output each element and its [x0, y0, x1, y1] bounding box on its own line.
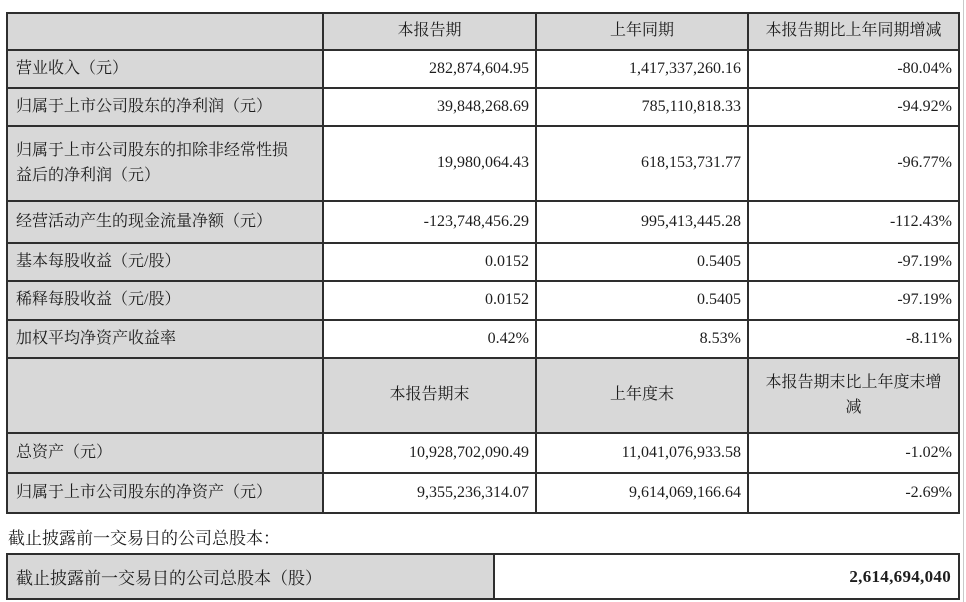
metric-value-current: 39,848,268.69 — [323, 88, 536, 126]
scan-edge-line — [963, 0, 964, 602]
table-row-total-share-capital — [7, 554, 959, 599]
col-header-period-change: 本报告期比上年同期增减 — [748, 13, 959, 50]
metric-label: 总资产（元） — [7, 433, 323, 473]
period-header-row — [7, 13, 959, 50]
metric-label: 基本每股收益（元/股） — [7, 243, 323, 281]
metric-value-prior: 0.5405 — [536, 281, 748, 320]
metric-value-change: -1.02% — [748, 433, 959, 473]
metric-label: 经营活动产生的现金流量净额（元） — [7, 201, 323, 243]
table-row-diluted-eps — [7, 281, 959, 320]
blank-header-cell — [7, 358, 323, 433]
metric-value-prior: 0.5405 — [536, 243, 748, 281]
metric-label: 营业收入（元） — [7, 50, 323, 88]
metric-label: 归属于上市公司股东的净资产（元） — [7, 473, 323, 513]
metric-value-current: 0.0152 — [323, 243, 536, 281]
metric-value-change: -94.92% — [748, 88, 959, 126]
metric-value-change: -96.77% — [748, 126, 959, 201]
table-row-net-assets — [7, 473, 959, 513]
metric-label: 稀释每股收益（元/股） — [7, 281, 323, 320]
metric-value-current: 9,355,236,314.07 — [323, 473, 536, 513]
share-capital-value: 2,614,694,040 — [494, 554, 959, 599]
table-row-net-profit — [7, 88, 959, 126]
table-row-total-assets — [7, 433, 959, 473]
metric-value-prior: 11,041,076,933.58 — [536, 433, 748, 473]
metric-value-change: -8.11% — [748, 320, 959, 358]
metric-value-current: -123,748,456.29 — [323, 201, 536, 243]
table-row-weighted-avg-roe — [7, 320, 959, 358]
blank-header-cell — [7, 13, 323, 50]
metric-value-current: 0.42% — [323, 320, 536, 358]
metric-value-prior: 9,614,069,166.64 — [536, 473, 748, 513]
metric-label: 加权平均净资产收益率 — [7, 320, 323, 358]
metric-value-prior: 8.53% — [536, 320, 748, 358]
metric-value-change: -80.04% — [748, 50, 959, 88]
col-header-prior-year-end: 上年度末 — [536, 358, 748, 433]
metric-value-prior: 1,417,337,260.16 — [536, 50, 748, 88]
col-header-prior-period: 上年同期 — [536, 13, 748, 50]
col-header-current-period: 本报告期 — [323, 13, 536, 50]
share-capital-table — [6, 553, 960, 600]
metric-value-current: 19,980,064.43 — [323, 126, 536, 201]
metric-value-change: -112.43% — [748, 201, 959, 243]
table-row-operating-cash-flow — [7, 201, 959, 243]
financial-summary-table — [6, 12, 960, 514]
col-header-current-period-end: 本报告期末 — [323, 358, 536, 433]
metric-value-change: -2.69% — [748, 473, 959, 513]
metric-value-change: -97.19% — [748, 243, 959, 281]
metric-label: 归属于上市公司股东的净利润（元） — [7, 88, 323, 126]
table-row-basic-eps — [7, 243, 959, 281]
metric-value-prior: 995,413,445.28 — [536, 201, 748, 243]
period-end-header-row — [7, 358, 959, 433]
table-row-operating-revenue — [7, 50, 959, 88]
share-capital-note: 截止披露前一交易日的公司总股本： — [8, 529, 280, 548]
col-header-period-end-change: 本报告期末比上年度末增减 — [748, 358, 959, 433]
metric-value-current: 0.0152 — [323, 281, 536, 320]
metric-label: 归属于上市公司股东的扣除非经常性损益后的净利润（元） — [7, 126, 323, 201]
metric-value-prior: 618,153,731.77 — [536, 126, 748, 201]
share-capital-label: 截止披露前一交易日的公司总股本（股） — [7, 554, 494, 599]
metric-value-prior: 785,110,818.33 — [536, 88, 748, 126]
metric-value-current: 282,874,604.95 — [323, 50, 536, 88]
table-row-net-profit-excl-nonrecurring — [7, 126, 959, 201]
metric-value-change: -97.19% — [748, 281, 959, 320]
metric-value-current: 10,928,702,090.49 — [323, 433, 536, 473]
